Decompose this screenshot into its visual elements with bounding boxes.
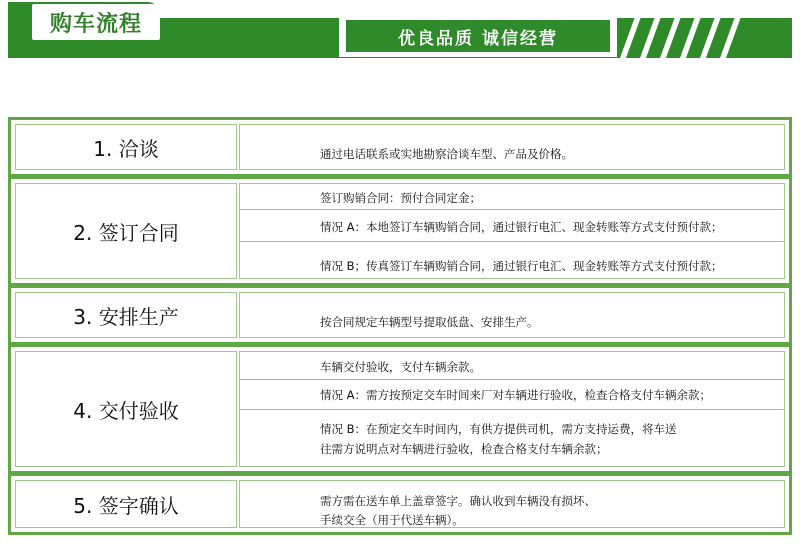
step-detail — [239, 124, 785, 170]
detail-line: 需方需在送车单上盖章签字。确认收到车辆没有损坏、 — [320, 494, 596, 508]
detail-line: 按合同规定车辆型号提取低盘、安排生产。 — [320, 315, 539, 329]
header-banner — [0, 0, 800, 64]
detail-line: 手续交全（用于代送车辆）。 — [320, 513, 464, 527]
divider — [240, 379, 784, 380]
detail-line: 情况 B：在预定交车时间内，有供方提供司机，需方支持运费，将车送 — [320, 422, 677, 436]
detail-line: 往需方说明点对车辆进行验收，检查合格支付车辆余款； — [320, 442, 608, 456]
step-row-2 — [8, 176, 792, 286]
step-detail — [239, 183, 785, 279]
step-title: 3. 安排生产 — [15, 292, 237, 338]
step-title: 5. 签字确认 — [15, 480, 237, 528]
step-row-4 — [8, 344, 792, 474]
tab-title: 购车流程 — [32, 4, 160, 40]
divider — [240, 209, 784, 210]
divider — [240, 241, 784, 242]
detail-line: 签订购销合同：预付合同定金； — [320, 191, 481, 205]
step-detail — [239, 292, 785, 338]
detail-line: 通过电话联系或实地勘察洽谈车型、产品及价格。 — [320, 147, 573, 161]
step-row-1 — [8, 117, 792, 177]
step-row-5 — [8, 473, 792, 535]
step-title: 4. 交付验收 — [15, 351, 237, 467]
step-title: 2. 签订合同 — [15, 183, 237, 279]
header-tab — [8, 2, 158, 48]
detail-line: 车辆交付验收，支付车辆余款。 — [320, 360, 481, 374]
step-title: 1. 洽谈 — [15, 124, 237, 170]
step-detail — [239, 351, 785, 467]
step-row-3 — [8, 285, 792, 345]
slogan: 优良品质 诚信经营 — [346, 20, 610, 52]
step-detail — [239, 480, 785, 528]
detail-line: 情况 A：本地签订车辆购销合同，通过银行电汇、现金转账等方式支付预付款； — [320, 220, 723, 234]
detail-line: 情况 B；传真签订车辆购销合同，通过银行电汇、现金转账等方式支付预付款； — [320, 259, 723, 273]
divider — [240, 409, 784, 410]
detail-line: 情况 A：需方按预定交车时间来厂对车辆进行验收，检查合格支付车辆余款； — [320, 388, 712, 402]
